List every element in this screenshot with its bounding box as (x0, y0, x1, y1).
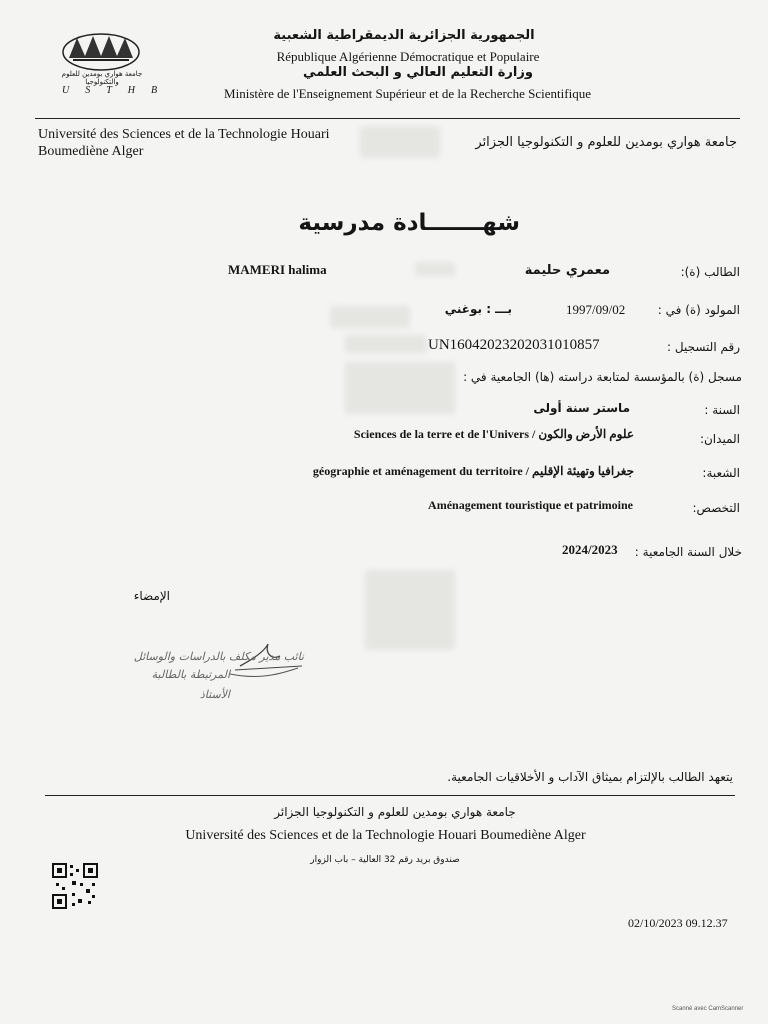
header-divider (35, 118, 740, 119)
branch-value: géographie et aménagement du territoire / جغرافيا وتهيئة الإقليم (312, 464, 634, 478)
certificate-title: شهـــــــادة مدرسية (298, 210, 520, 236)
born-place: بـــ : بوغني (444, 302, 512, 316)
logo-text: USTHB (62, 85, 174, 96)
ministry-ar: وزارة التعليم العالي و البحث العلمي (303, 65, 533, 80)
enrolled-text: مسجل (ة) بالمؤسسة لمتابعة دراسته (ها) الجامعية في : (463, 370, 742, 384)
footer-name-ar: جامعة هواري بومدين للعلوم و التكنولوجيا الجزائر (274, 805, 516, 819)
university-name-fr-1: Université des Sciences et de la Technologie Houari (38, 127, 330, 142)
republic-ar: الجمهورية الجزائرية الديمقراطية الشعبية (273, 28, 535, 43)
ministry-fr: Ministère de l'Enseignement Supérieur et de la Recherche Scientifique (224, 86, 591, 101)
student-name-fr: MAMERI halima (228, 262, 327, 277)
branch-label: الشعبة: (702, 466, 740, 480)
commitment-text: يتعهد الطالب بالإلتزام بميثاق الآداب و الأخلاقيات الجامعية. (447, 770, 733, 784)
domain-label: الميدان: (699, 432, 740, 446)
scanner-watermark: Scanné avec CamScanner (672, 1006, 744, 1012)
footer-name-fr: Université des Sciences et de la Technologie Houari Boumediène Alger (185, 828, 586, 843)
specialty-label: التخصص: (692, 501, 740, 515)
born-date: 1997/09/02 (566, 302, 626, 317)
born-label: المولود (ة) في : (657, 303, 740, 317)
footer-divider (45, 795, 735, 796)
student-label: الطالب (ة): (680, 265, 740, 279)
republic-fr: République Algérienne Démocratique et Populaire (276, 49, 540, 64)
academic-year-value: 2024/2023 (562, 542, 618, 557)
signature-label: الإمضاء (133, 589, 170, 603)
university-name-ar: جامعة هواري بومدين للعلوم و التكنولوجيا الجزائر (475, 135, 737, 150)
logo-caption: جامعة هواري بومدين للعلوم والتكنولوجيا (61, 70, 143, 86)
year-label: السنة : (704, 403, 740, 417)
stamp-line-3: الأستاذ (199, 688, 230, 701)
registration-label: رقم التسجيل : (667, 340, 740, 354)
footer-address: صندوق بريد رقم 32 العالية – باب الزوار (310, 855, 460, 865)
specialty-value: Aménagement touristique et patrimoine (428, 498, 633, 512)
student-name-ar: معمري حليمة (524, 263, 610, 278)
domain-value: Sciences de la terre et de l'Univers / علوم الأرض والكون (353, 427, 634, 441)
qr-code-icon (52, 863, 98, 909)
year-value: ماستر سنة أولى (533, 401, 630, 415)
stamp-line-1: نائب مدير مكلف بالدراسات والوسائل (133, 650, 304, 663)
academic-year-label: خلال السنة الجامعية : (634, 545, 742, 559)
stamp-line-2: المرتبطة بالطالبة (151, 668, 230, 681)
print-timestamp: 02/10/2023 09.12.37 (628, 916, 728, 930)
university-name-fr-2: Boumediène Alger (38, 144, 144, 159)
registration-number: UN16042023202031010857 (428, 337, 600, 353)
